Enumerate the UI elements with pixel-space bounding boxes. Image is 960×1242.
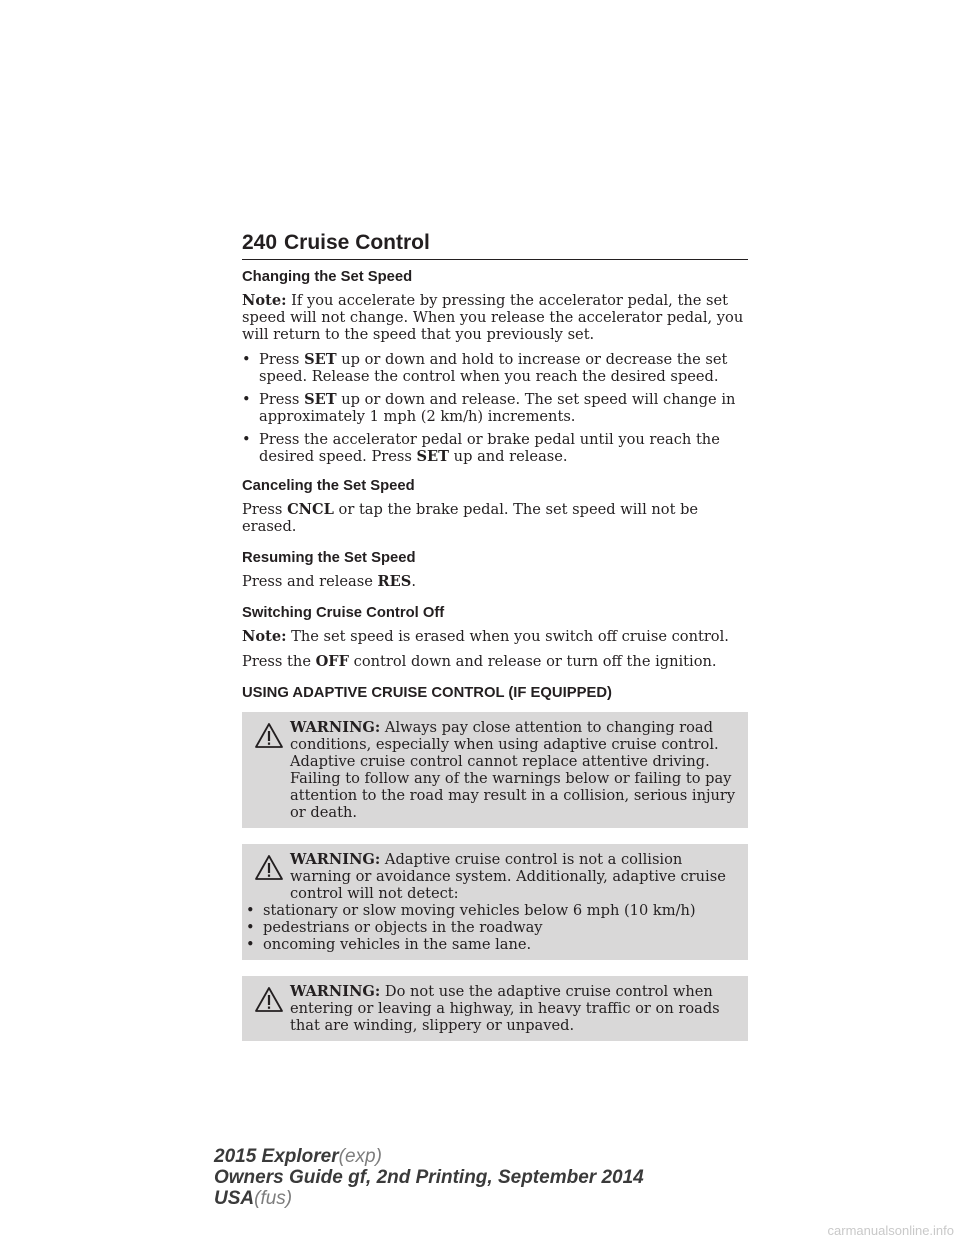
changing-bullet-list	[242, 351, 748, 465]
heading-canceling-set-speed: Canceling the Set Speed	[242, 478, 415, 494]
resuming-text: Press and release RES.	[242, 573, 416, 590]
page-content	[242, 268, 748, 1041]
note-changing	[242, 292, 748, 343]
list-item: • Press the accelerator pedal or brake pedal until you reach the desired speed. Press SET up and release.	[242, 431, 720, 465]
list-item: • Press SET up or down and release. The set speed will change in approximately 1 mph (2 km/h) increments.	[242, 391, 736, 425]
warning-label: WARNING:	[290, 851, 381, 868]
page-number: 240	[242, 231, 278, 254]
warning-triangle-icon	[254, 854, 284, 881]
list-item: • Press SET up or down and hold to increase or decrease the set speed. Release the control when you reach the desired speed.	[242, 351, 728, 385]
heading-resuming-set-speed: Resuming the Set Speed	[242, 550, 416, 566]
footer-market: USA	[214, 1188, 255, 1209]
footer-model: 2015 Explorer	[214, 1146, 339, 1167]
document-footer	[214, 1146, 644, 1209]
watermark-text: carmanualsonline.info	[827, 1223, 954, 1238]
page-header	[242, 229, 748, 260]
warning-triangle-icon	[254, 722, 284, 749]
warning-box-3	[242, 976, 748, 1041]
heading-switching-off: Switching Cruise Control Off	[242, 605, 445, 621]
section-title: Cruise Control	[284, 231, 430, 254]
list-item: • oncoming vehicles in the same lane.	[246, 936, 532, 953]
warning-box-2	[242, 844, 748, 960]
warning-text: Adaptive cruise control is not a collision warning or avoidance system. Additionally, adaptive cruise control will not detect:	[290, 851, 726, 902]
note-switching: Note: The set speed is erased when you switch off cruise control.	[242, 628, 729, 645]
list-item: • pedestrians or objects in the roadway	[246, 919, 543, 936]
note-text: If you accelerate by pressing the accelerator pedal, the set speed will not change. When you release the accelerator pedal, you will return to the speed that you previously set.	[242, 292, 744, 343]
canceling-text: Press CNCL or tap the brake pedal. The set speed will not be erased.	[242, 501, 699, 535]
warning-box-1	[242, 712, 748, 828]
warning-label: WARNING:	[290, 719, 381, 736]
footer-market-code: (fus)	[254, 1188, 293, 1209]
list-item: • stationary or slow moving vehicles below 6 mph (10 km/h)	[246, 902, 696, 919]
heading-adaptive-cruise: USING ADAPTIVE CRUISE CONTROL (IF EQUIPPED)	[242, 685, 612, 701]
warning-bullet-list	[246, 902, 742, 953]
heading-changing-set-speed: Changing the Set Speed	[242, 269, 413, 285]
note-label: Note:	[242, 292, 287, 309]
warning-text: Always pay close attention to changing road conditions, especially when using adaptive cruise control. Adaptive cruise control cannot replace attentive driving. Failing to follow any of the warnings below or failing to pay attention to the road may result in a collision, serious injury or death.	[290, 719, 736, 821]
warning-triangle-icon	[254, 986, 284, 1013]
switching-text: Press the OFF control down and release or turn off the ignition.	[242, 653, 717, 670]
footer-model-code: (exp)	[338, 1146, 382, 1167]
warning-text: Do not use the adaptive cruise control when entering or leaving a highway, in heavy traffic or on roads that are winding, slippery or unpaved.	[290, 983, 720, 1034]
footer-guide: Owners Guide gf, 2nd Printing, September 2014	[214, 1167, 644, 1188]
warning-label: WARNING:	[290, 983, 381, 1000]
